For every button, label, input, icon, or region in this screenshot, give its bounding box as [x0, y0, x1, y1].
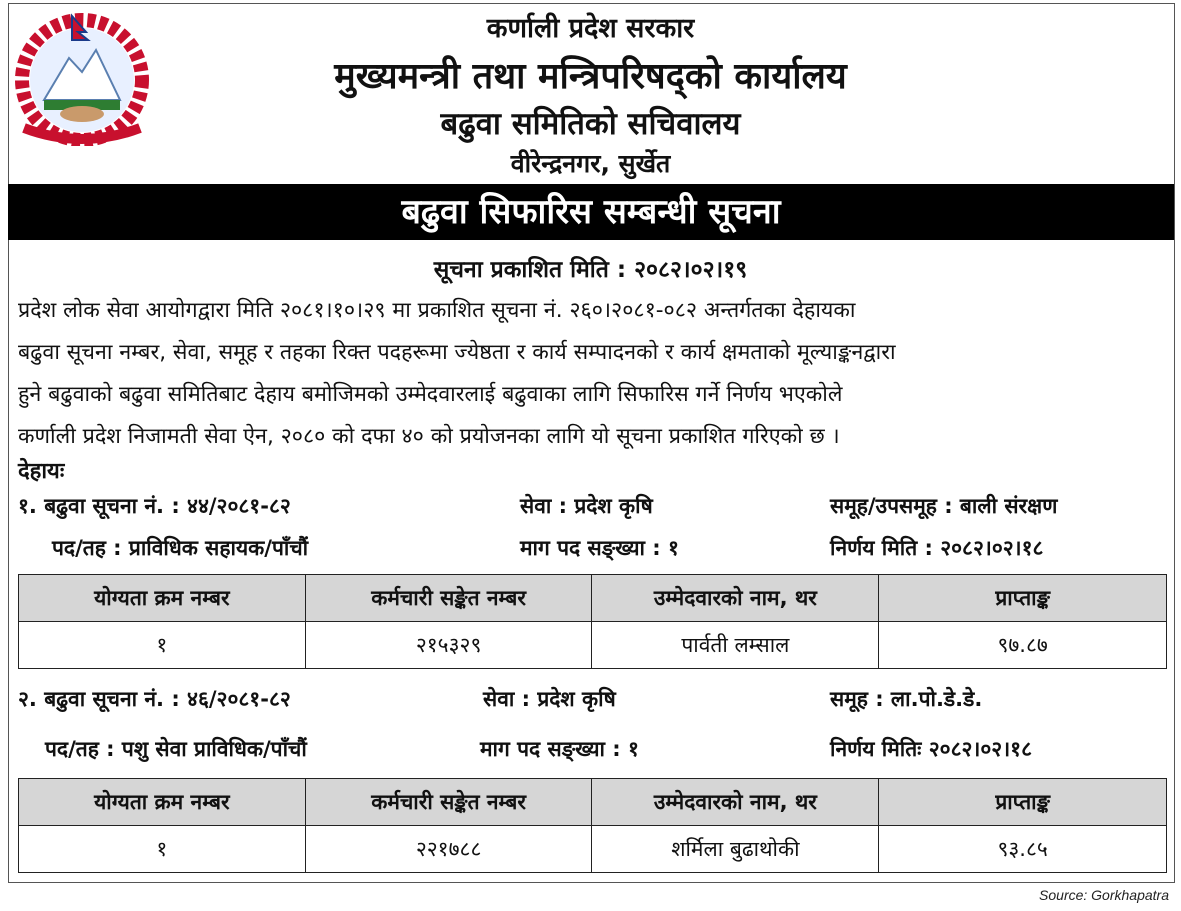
table-header-row [19, 779, 1167, 826]
candidate-name-cell: पार्वती लम्साल [592, 622, 879, 669]
notice-number: १. बढुवा सूचना नं. : ४४/२०८१-८२ [18, 494, 291, 518]
employee-code-cell: २२१७८८ [305, 826, 592, 873]
group: समूह : ला.पो.डे.डे. [830, 687, 983, 711]
post-level: पद/तह : पशु सेवा प्राविधिक/पाँचौं [45, 737, 307, 761]
col-header: उम्मेदवारको नाम, थर [592, 575, 879, 622]
score-cell: ९३.८५ [879, 826, 1167, 873]
notice-number: २. बढुवा सूचना नं. : ४६/२०८१-८२ [18, 687, 291, 711]
col-header: योग्यता क्रम नम्बर [19, 779, 306, 826]
employee-code-cell: २१५३२९ [305, 622, 592, 669]
location: वीरेन्द्रनगर, सुर्खेत [510, 149, 671, 178]
paragraph-line: बढुवा सूचना नम्बर, सेवा, समूह र तहका रिक्त पदहरूमा ज्येष्ठता र कार्य सम्पादनको र कार्य क्षमताको मूल्याङ्कनद्वारा [18, 340, 896, 365]
secretariat-title: बढुवा समितिको सचिवालय [440, 106, 741, 142]
dehaya-label: देहायः [18, 459, 65, 484]
result-table-1 [18, 574, 1167, 669]
score-cell: ९७.८७ [879, 622, 1167, 669]
table-header-row [19, 575, 1167, 622]
paragraph-line: हुने बढुवाको बढुवा समितिबाट देहाय बमोजिमको उम्मेदवारलाई बढुवाका लागि सिफारिस गर्ने निर्णय भएकोले [18, 382, 843, 407]
rank-cell: १ [19, 826, 306, 873]
gov-title: कर्णाली प्रदेश सरकार [486, 13, 695, 44]
col-header: प्राप्ताङ्क [879, 779, 1167, 826]
table-row [19, 622, 1167, 669]
paragraph-line: प्रदेश लोक सेवा आयोगद्वारा मिति २०८१।१०।२९ मा प्रकाशित सूचना नं. २६०।२०८१-०८२ अन्तर्गतका देहायका [18, 298, 856, 323]
col-header: उम्मेदवारको नाम, थर [592, 779, 879, 826]
notice-banner: बढुवा सिफारिस सम्बन्धी सूचना [8, 184, 1174, 240]
rank-cell: १ [19, 622, 306, 669]
source-credit: Source: Gorkhapatra [1039, 887, 1169, 903]
candidate-name-cell: शर्मिला बुढाथोकी [592, 826, 879, 873]
table-row [19, 826, 1167, 873]
result-table-2 [18, 778, 1167, 873]
published-date: सूचना प्रकाशित मिति : २०८२।०२।१९ [433, 257, 748, 283]
service: सेवा : प्रदेश कृषि [483, 687, 616, 711]
service: सेवा : प्रदेश कृषि [520, 494, 653, 518]
col-header: कर्मचारी सङ्केत नम्बर [305, 779, 592, 826]
demand-count: माग पद सङ्ख्या : १ [480, 737, 639, 761]
post-level: पद/तह : प्राविधिक सहायक/पाँचौं [52, 536, 309, 560]
col-header: योग्यता क्रम नम्बर [19, 575, 306, 622]
col-header: प्राप्ताङ्क [879, 575, 1167, 622]
decision-date: निर्णय मिति : २०८२।०२।१८ [830, 536, 1044, 560]
decision-date: निर्णय मितिः २०८२।०२।१८ [830, 737, 1033, 761]
notice-paragraph [18, 290, 1168, 458]
group: समूह/उपसमूह : बाली संरक्षण [830, 494, 1058, 518]
paragraph-line: कर्णाली प्रदेश निजामती सेवा ऐन, २०८० को दफा ४० को प्रयोजनका लागि यो सूचना प्रकाशित गरिएको छ । [18, 424, 840, 449]
office-title: मुख्यमन्त्री तथा मन्त्रिपरिषद्को कार्यालय [334, 56, 847, 97]
demand-count: माग पद सङ्ख्या : १ [520, 536, 679, 560]
col-header: कर्मचारी सङ्केत नम्बर [305, 575, 592, 622]
